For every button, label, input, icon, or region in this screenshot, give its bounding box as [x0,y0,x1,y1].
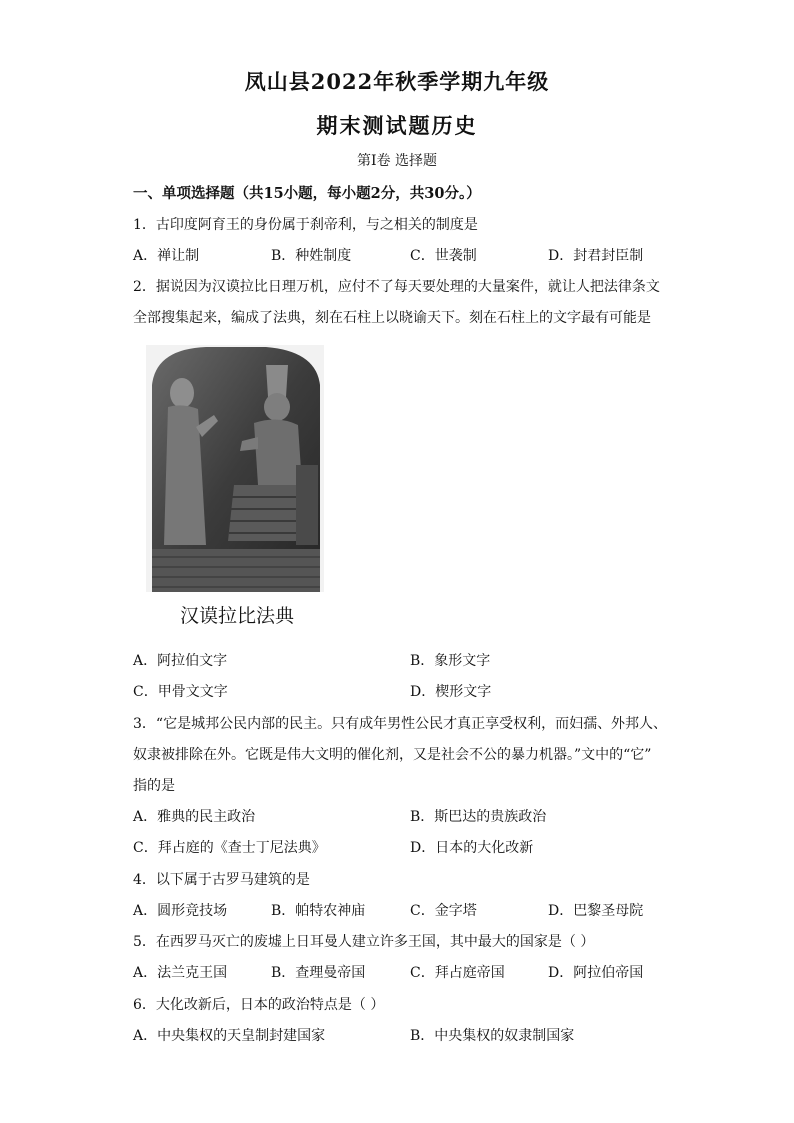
q3-option-a: A．雅典的民主政治 [133,809,256,825]
question-3-stem-line3: 指的是 [133,778,175,794]
q4-option-c: C．金字塔 [410,903,477,919]
q2-option-b: B．象形文字 [410,653,491,669]
q3-option-c: C．拜占庭的《查士丁尼法典》 [133,840,326,856]
stele-illustration [146,345,324,592]
q5-option-a: A．法兰克王国 [133,965,228,981]
question-2-stem-line2: 全部搜集起来，编成了法典，刻在石柱上以晓谕天下。刻在石柱上的文字最有可能是 [133,310,651,326]
q5-option-d: D．阿拉伯帝国 [548,965,644,981]
question-1-stem: 1．古印度阿育王的身份属于刹帝利，与之相关的制度是 [133,217,478,233]
q1-option-a: A．禅让制 [133,248,200,264]
q5-option-c: C．拜占庭帝国 [410,965,505,981]
question-2-stem-line1: 2．据说因为汉谟拉比日理万机，应付不了每天要处理的大量案件，就让人把法律条文 [133,279,660,295]
q2-option-d: D．楔形文字 [410,684,492,700]
q2-option-a: A．阿拉伯文字 [133,653,228,669]
q4-option-d: D．巴黎圣母院 [548,903,644,919]
q1-option-b: B．种姓制度 [271,248,352,264]
exam-title-line2: 期末测试题历史 [316,113,478,138]
q4-option-b: B．帕特农神庙 [271,903,366,919]
question-6-stem: 6．大化改新后，日本的政治特点是（ ） [133,997,385,1013]
question-3-stem-line1: 3．“它是城邦公民内部的民主。只有成年男性公民才真正享受权利，而妇孺、外邦人、 [133,716,668,732]
figure-caption: 汉谟拉比法典 [180,605,295,627]
q5-option-b: B．查理曼帝国 [271,965,366,981]
question-5-stem: 5．在西罗马灭亡的废墟上日耳曼人建立许多王国，其中最大的国家是（ ） [133,934,595,950]
q6-option-b: B．中央集权的奴隶制国家 [410,1028,575,1044]
volume-label: 第Ⅰ卷 选择题 [357,153,437,169]
question-4-stem: 4．以下属于古罗马建筑的是 [133,872,310,888]
q3-option-b: B．斯巴达的贵族政治 [410,809,547,825]
q4-option-a: A．圆形竞技场 [133,903,228,919]
q1-option-c: C．世袭制 [410,248,477,264]
q2-option-c: C．甲骨文文字 [133,684,228,700]
q6-option-a: A．中央集权的天皇制封建国家 [133,1028,326,1044]
exam-title-line1: 凤山县2022年秋季学期九年级 [244,69,550,94]
q3-option-d: D．日本的大化改新 [410,840,534,856]
q1-option-d: D．封君封臣制 [548,248,644,264]
hammurabi-stele-image [146,345,324,592]
question-3-stem-line2: 奴隶被排除在外。它既是伟大文明的催化剂，又是社会不公的暴力机器。”文中的“它” [133,747,652,763]
section-heading: 一、单项选择题（共15小题，每小题2分，共30分。） [133,185,481,202]
